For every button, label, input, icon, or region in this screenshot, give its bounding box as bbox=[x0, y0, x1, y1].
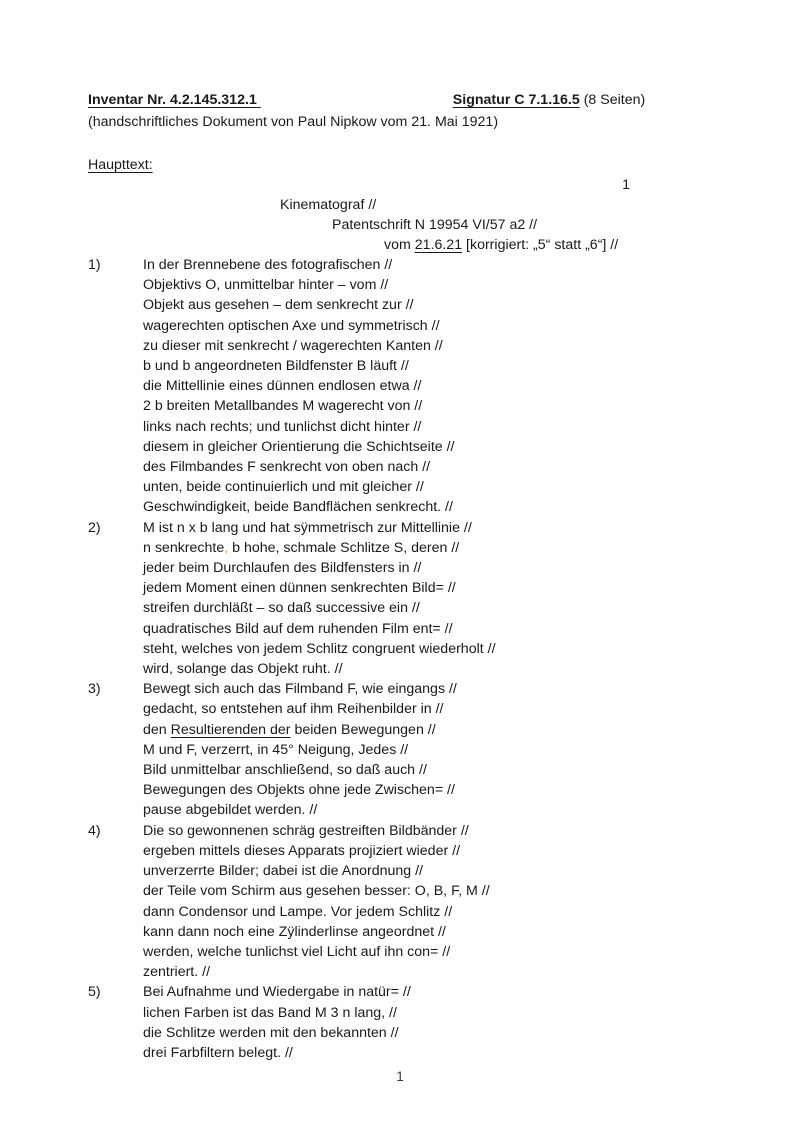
text-after-mark: b hohe, schmale Schlitze S, deren // bbox=[228, 539, 460, 556]
header-description: (handschriftliches Dokument von Paul Nipkow vom 21. Mai 1921) bbox=[88, 114, 499, 131]
text-line: M ist n x b lang und hat sÿmmetrisch zur Mittellinie // bbox=[143, 519, 472, 536]
item-body bbox=[143, 982, 728, 1063]
text-line: Objektivs O, unmittelbar hinter – vom // bbox=[143, 277, 389, 294]
text-line: In der Brennebene des fotografischen // bbox=[143, 257, 393, 273]
text-line: jedem Moment einen dünnen senkrechten Bild= // bbox=[143, 580, 456, 597]
title-line-patentschrift: Patentschrift N 19954 VI/57 a2 // bbox=[332, 217, 538, 234]
text-line: Geschwindigkeit, beide Bandflächen senkrecht. // bbox=[143, 499, 453, 516]
item-number: 3) bbox=[88, 681, 101, 698]
title-line-date bbox=[88, 235, 713, 255]
text-line: die Schlitze werden mit den bekannten // bbox=[143, 1024, 399, 1041]
text-line: jeder beim Durchlaufen des Bildfensters in // bbox=[143, 560, 422, 577]
date-value: 21.6.21 bbox=[414, 237, 463, 254]
item-body bbox=[143, 821, 728, 983]
item-number: 4) bbox=[88, 822, 101, 839]
list-item bbox=[88, 982, 728, 1063]
signatur-label: Signatur C 7.1.16.5 bbox=[452, 92, 580, 108]
text-line: drei Farbfiltern belegt. // bbox=[143, 1044, 293, 1061]
text-line: b und b angeordneten Bildfenster B läuft // bbox=[143, 358, 409, 375]
item-number: 5) bbox=[88, 984, 101, 1001]
text-line: pause abgebildet werden. // bbox=[143, 802, 318, 819]
pages-note: (8 Seiten) bbox=[583, 92, 646, 108]
header-identifier-line bbox=[88, 90, 713, 110]
text-line: quadratisches Bild auf dem ruhenden Film ent= // bbox=[143, 620, 453, 637]
text-line: Bewegt sich auch das Filmband F, wie eingangs // bbox=[143, 681, 457, 698]
text-line: wird, solange das Objekt ruht. // bbox=[143, 661, 343, 678]
text-line: Objekt aus gesehen – dem senkrecht zur // bbox=[143, 297, 414, 314]
text-line: Bewegungen des Objekts ohne jede Zwischen= // bbox=[143, 782, 455, 799]
text-line: des Filmbandes F senkrecht von oben nach // bbox=[143, 459, 431, 476]
list-item bbox=[88, 255, 728, 518]
list-item bbox=[88, 821, 728, 983]
text-line: wagerechten optischen Axe und symmetrisch // bbox=[143, 317, 440, 334]
text-line: kann dann noch eine Zÿlinderlinse angeordnet // bbox=[143, 923, 446, 940]
text-line: unten, beide continuierlich und mit gleicher // bbox=[143, 479, 424, 496]
text-line: werden, welche tunlichst viel Licht auf ihn con= // bbox=[143, 943, 451, 960]
document-header bbox=[88, 90, 713, 132]
inventar-number: 4.2.145.312.1 bbox=[170, 92, 257, 108]
text-line: Die so gewonnenen schräg gestreiften Bildbänder // bbox=[143, 822, 469, 839]
underlined-phrase: Resultierenden der bbox=[170, 721, 291, 738]
folio-marker: 1 bbox=[622, 177, 630, 193]
title-line-kinematograf: Kinematograf // bbox=[280, 197, 377, 213]
text-line: M und F, verzerrt, in 45° Neigung, Jedes // bbox=[143, 741, 409, 758]
date-prefix: vom bbox=[384, 237, 415, 254]
item-number: 2) bbox=[88, 519, 101, 536]
text-line: der Teile vom Schirm aus gesehen besser: O, B, F, M // bbox=[143, 883, 490, 900]
list-item bbox=[88, 518, 728, 680]
item-body bbox=[143, 255, 728, 518]
text-line-with-underline bbox=[143, 720, 728, 740]
text-line: diesem in gleicher Orientierung die Schichtseite // bbox=[143, 438, 455, 455]
text-before-mark: n senkrechte bbox=[143, 539, 225, 556]
editorial-comma-mark: , bbox=[224, 539, 229, 556]
list-item bbox=[88, 679, 728, 820]
text-line-with-editorial-mark bbox=[143, 538, 728, 558]
title-block bbox=[88, 195, 713, 256]
text-line: zu dieser mit senkrecht / wagerechten Kanten // bbox=[143, 337, 443, 354]
numbered-item-list bbox=[88, 255, 728, 1063]
text-line: gedacht, so entstehen auf ihm Reihenbilder in // bbox=[143, 701, 444, 718]
text-line: steht, welches von jedem Schlitz congruent wiederholt // bbox=[143, 640, 496, 657]
footer-page-number: 1 bbox=[396, 1069, 404, 1084]
text-line: dann Condensor und Lampe. Vor jedem Schlitz // bbox=[143, 903, 453, 920]
text-line: ergeben mittels dieses Apparats projiziert wieder // bbox=[143, 842, 461, 859]
text-line: streifen durchläßt – so daß successive ein // bbox=[143, 600, 420, 617]
text-after-underline: beiden Bewegungen // bbox=[290, 721, 436, 738]
text-line: lichen Farben ist das Band M 3 n lang, // bbox=[143, 1004, 397, 1021]
inventar-label: Inventar Nr. bbox=[88, 92, 167, 108]
section-label-haupttext: Haupttext: bbox=[88, 157, 153, 173]
text-line: zentriert. // bbox=[143, 964, 211, 981]
text-line: die Mittellinie eines dünnen endlosen etwa // bbox=[143, 378, 422, 395]
item-number: 1) bbox=[88, 257, 101, 273]
text-before-underline: den bbox=[143, 721, 171, 738]
text-line: Bild unmittelbar anschließend, so daß auch // bbox=[143, 762, 427, 779]
text-line: unverzerrte Bilder; dabei ist die Anordnung // bbox=[143, 863, 423, 880]
text-line: Bei Aufnahme und Wiedergabe in natür= // bbox=[143, 984, 411, 1001]
text-line: 2 b breiten Metallbandes M wagerecht von // bbox=[143, 398, 423, 415]
item-body bbox=[143, 679, 728, 820]
text-line: links nach rechts; und tunlichst dicht hinter // bbox=[143, 418, 422, 435]
date-correction-note: [korrigiert: „5“ statt „6“] // bbox=[462, 237, 619, 254]
item-body bbox=[143, 518, 728, 680]
header-tab-gap bbox=[257, 90, 453, 110]
